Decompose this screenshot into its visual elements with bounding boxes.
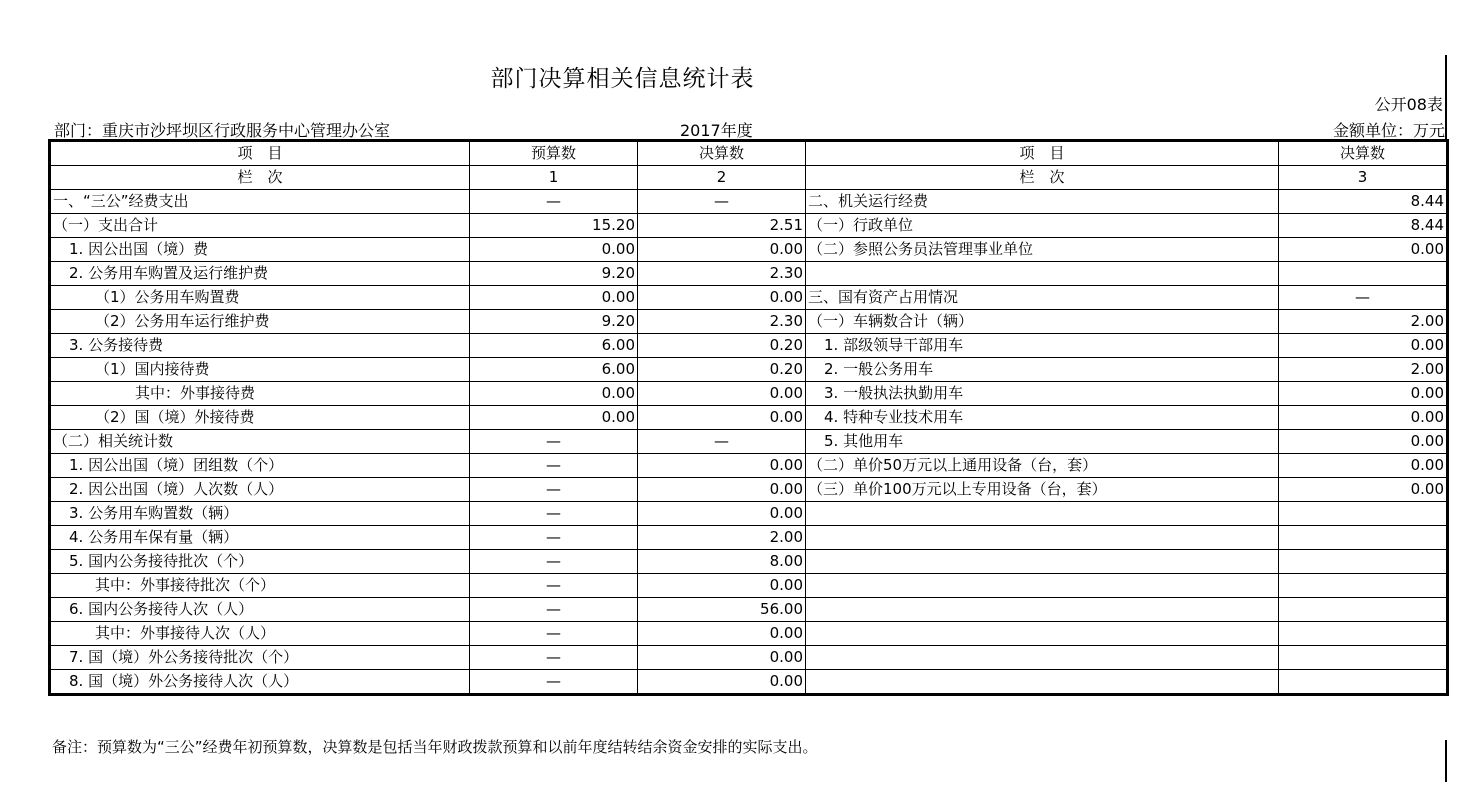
row-budget: 9.20 (470, 262, 638, 286)
row-right-final (1279, 574, 1448, 598)
row-left-label: 1. 因公出国（境）费 (50, 238, 470, 262)
row-budget: — (470, 622, 638, 646)
table-row (50, 646, 1448, 670)
row-right-label (806, 670, 1279, 695)
row-right-label: （二）单价50万元以上通用设备（台，套） (806, 454, 1279, 478)
table-row (50, 550, 1448, 574)
column-label: 栏 次 (50, 166, 470, 190)
row-right-label (806, 646, 1279, 670)
row-budget: — (470, 550, 638, 574)
row-left-label: （一）支出合计 (50, 214, 470, 238)
row-budget: 0.00 (470, 286, 638, 310)
row-final: — (638, 190, 806, 214)
header-row (50, 141, 1448, 166)
row-budget: — (470, 670, 638, 695)
row-left-label: （1）国内接待费 (50, 358, 470, 382)
row-left-label: 4. 公务用车保有量（辆） (50, 526, 470, 550)
row-final: 0.00 (638, 502, 806, 526)
header-item-right: 项 目 (806, 141, 1279, 166)
right-edge-line-bottom (1445, 740, 1447, 782)
row-final: 56.00 (638, 598, 806, 622)
row-right-final (1279, 670, 1448, 695)
row-left-label: （二）相关统计数 (50, 430, 470, 454)
row-final: 0.00 (638, 382, 806, 406)
row-final: 0.00 (638, 478, 806, 502)
row-right-final: 0.00 (1279, 406, 1448, 430)
row-budget: 15.20 (470, 214, 638, 238)
row-right-label: 1. 部级领导干部用车 (806, 334, 1279, 358)
row-right-final: 2.00 (1279, 310, 1448, 334)
row-right-final (1279, 502, 1448, 526)
row-budget: — (470, 598, 638, 622)
column-2: 2 (638, 166, 806, 190)
row-left-label: 1. 因公出国（境）团组数（个） (50, 454, 470, 478)
row-right-label (806, 502, 1279, 526)
row-budget: — (470, 646, 638, 670)
right-edge-line-top (1445, 55, 1447, 140)
row-right-final: 0.00 (1279, 238, 1448, 262)
row-right-label (806, 550, 1279, 574)
row-right-final (1279, 262, 1448, 286)
table-row (50, 598, 1448, 622)
row-budget: — (470, 502, 638, 526)
table-row (50, 286, 1448, 310)
row-budget: 0.00 (470, 238, 638, 262)
department-label: 部门：重庆市沙坪坝区行政服务中心管理办公室 (54, 121, 391, 140)
row-final: 0.00 (638, 574, 806, 598)
header-final-right: 决算数 (1279, 141, 1448, 166)
row-right-label: （一）车辆数合计（辆） (806, 310, 1279, 334)
row-budget: — (470, 454, 638, 478)
row-left-label: 2. 因公出国（境）人次数（人） (50, 478, 470, 502)
row-budget: 0.00 (470, 406, 638, 430)
column-3: 3 (1279, 166, 1448, 190)
row-final: 0.00 (638, 286, 806, 310)
row-budget: — (470, 526, 638, 550)
row-right-label: （一）行政单位 (806, 214, 1279, 238)
row-right-label: 三、国有资产占用情况 (806, 286, 1279, 310)
row-left-label: 其中：外事接待费 (50, 382, 470, 406)
row-budget: 6.00 (470, 334, 638, 358)
row-budget: 6.00 (470, 358, 638, 382)
row-right-final: 0.00 (1279, 430, 1448, 454)
row-right-label (806, 622, 1279, 646)
table-row (50, 478, 1448, 502)
row-final: 0.00 (638, 670, 806, 695)
row-final: 8.00 (638, 550, 806, 574)
header-budget: 预算数 (470, 141, 638, 166)
row-right-label: 二、机关运行经费 (806, 190, 1279, 214)
table-row (50, 502, 1448, 526)
row-final: — (638, 430, 806, 454)
row-right-final (1279, 622, 1448, 646)
table-row (50, 214, 1448, 238)
column-number-row (50, 166, 1448, 190)
row-left-label: 7. 国（境）外公务接待批次（个） (50, 646, 470, 670)
header-item: 项 目 (50, 141, 470, 166)
row-right-label: 2. 一般公务用车 (806, 358, 1279, 382)
footnote: 备注：预算数为“三公”经费年初预算数，决算数是包括当年财政拨款预算和以前年度结转结余资金安排的实际支出。 (52, 738, 818, 756)
statistics-table (48, 139, 1449, 696)
header-final: 决算数 (638, 141, 806, 166)
table-row (50, 430, 1448, 454)
row-right-label (806, 262, 1279, 286)
table-row (50, 382, 1448, 406)
row-final: 0.20 (638, 334, 806, 358)
row-left-label: 8. 国（境）外公务接待人次（人） (50, 670, 470, 695)
row-budget: — (470, 190, 638, 214)
row-right-final: 0.00 (1279, 382, 1448, 406)
column-label-right: 栏 次 (806, 166, 1279, 190)
row-final: 0.00 (638, 622, 806, 646)
row-left-label: 3. 公务接待费 (50, 334, 470, 358)
table-row (50, 358, 1448, 382)
row-final: 0.00 (638, 454, 806, 478)
unit-label: 金额单位：万元 (1332, 121, 1445, 140)
row-final: 0.20 (638, 358, 806, 382)
row-final: 2.30 (638, 310, 806, 334)
table-row (50, 526, 1448, 550)
row-right-label (806, 574, 1279, 598)
row-left-label: 其中：外事接待人次（人） (50, 622, 470, 646)
row-left-label: 一、“三公”经费支出 (50, 190, 470, 214)
row-left-label: （1）公务用车购置费 (50, 286, 470, 310)
row-right-final (1279, 526, 1448, 550)
table-row (50, 334, 1448, 358)
table-row (50, 670, 1448, 695)
table-row (50, 622, 1448, 646)
row-budget: — (470, 478, 638, 502)
row-final: 2.30 (638, 262, 806, 286)
row-right-label (806, 598, 1279, 622)
table-row (50, 574, 1448, 598)
row-left-label: 其中：外事接待批次（个） (50, 574, 470, 598)
form-code: 公开08表 (1374, 95, 1443, 114)
page-title: 部门决算相关信息统计表 (490, 66, 755, 92)
column-1: 1 (470, 166, 638, 190)
row-final: 0.00 (638, 406, 806, 430)
row-right-final: 8.44 (1279, 214, 1448, 238)
table-row (50, 406, 1448, 430)
row-right-label: （二）参照公务员法管理事业单位 (806, 238, 1279, 262)
row-right-label: 5. 其他用车 (806, 430, 1279, 454)
row-left-label: （2）公务用车运行维护费 (50, 310, 470, 334)
row-final: 0.00 (638, 646, 806, 670)
row-final: 2.00 (638, 526, 806, 550)
row-right-final: 8.44 (1279, 190, 1448, 214)
row-left-label: （2）国（境）外接待费 (50, 406, 470, 430)
row-left-label: 3. 公务用车购置数（辆） (50, 502, 470, 526)
table-row (50, 190, 1448, 214)
row-right-final: 2.00 (1279, 358, 1448, 382)
row-right-label: 3. 一般执法执勤用车 (806, 382, 1279, 406)
row-left-label: 6. 国内公务接待人次（人） (50, 598, 470, 622)
row-right-final: 0.00 (1279, 334, 1448, 358)
table-row (50, 238, 1448, 262)
row-right-label (806, 526, 1279, 550)
row-right-label: 4. 特种专业技术用车 (806, 406, 1279, 430)
year-label: 2017年度 (680, 121, 753, 140)
row-budget: — (470, 430, 638, 454)
row-budget: 0.00 (470, 382, 638, 406)
table-row (50, 310, 1448, 334)
row-right-final (1279, 646, 1448, 670)
row-right-final (1279, 598, 1448, 622)
row-final: 0.00 (638, 238, 806, 262)
row-budget: 9.20 (470, 310, 638, 334)
row-right-label: （三）单价100万元以上专用设备（台，套） (806, 478, 1279, 502)
table-row (50, 262, 1448, 286)
row-left-label: 5. 国内公务接待批次（个） (50, 550, 470, 574)
row-left-label: 2. 公务用车购置及运行维护费 (50, 262, 470, 286)
row-right-final: 0.00 (1279, 454, 1448, 478)
row-right-final: 0.00 (1279, 478, 1448, 502)
row-right-final: — (1279, 286, 1448, 310)
row-final: 2.51 (638, 214, 806, 238)
row-budget: — (470, 574, 638, 598)
row-right-final (1279, 550, 1448, 574)
table-row (50, 454, 1448, 478)
